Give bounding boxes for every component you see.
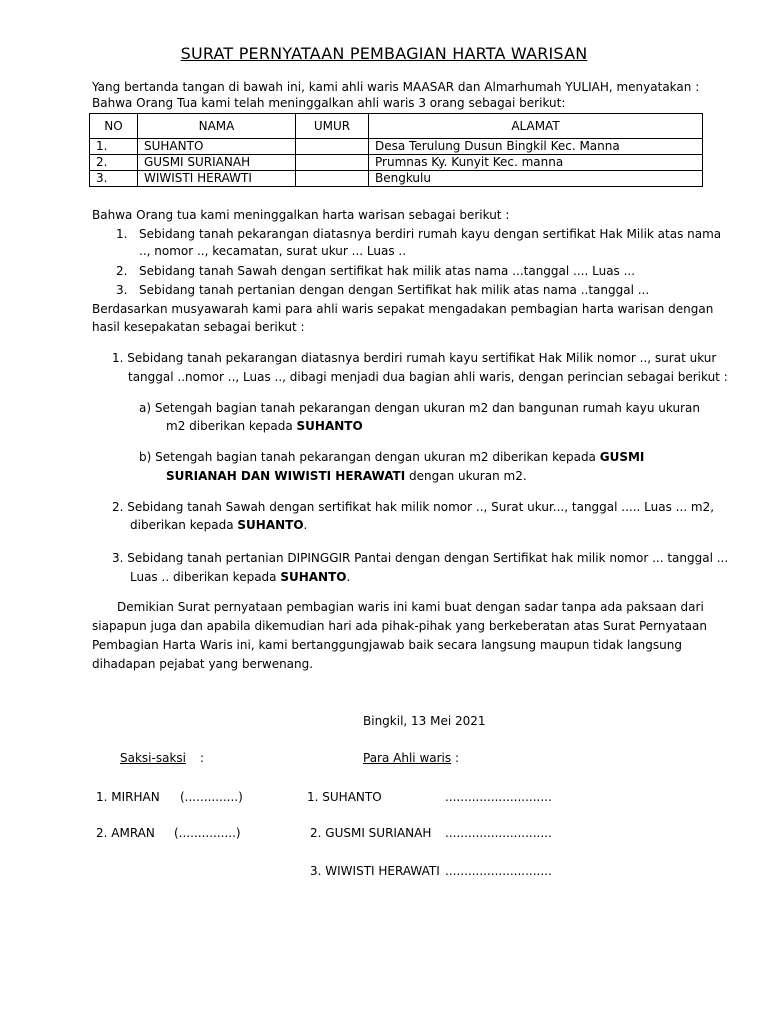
closing-line-4: dihadapan pejabat yang berwenang.	[92, 657, 314, 671]
ahli-waris-2-name: 2. GUSMI SURIANAH	[310, 826, 432, 840]
saksi-1-signature: (..............)	[180, 790, 243, 804]
header-alamat: ALAMAT	[369, 114, 703, 139]
harta-item-3-line-1: Sebidang tanah pertanian dengan dengan Sertifikat hak milik atas nama ..tanggal ...	[139, 283, 650, 297]
pembagian-2-line-1: 2. Sebidang tanah Sawah dengan sertifikat hak milik nomor .., Surat ukur..., tanggal ..... Luas ... m2,	[112, 500, 715, 514]
header-nama: NAMA	[138, 114, 296, 139]
ahli-waris-1-name: 1. SUHANTO	[307, 790, 382, 804]
cell-no: 2.	[90, 155, 138, 171]
pembagian-2-heir: SUHANTO	[237, 518, 304, 532]
table-row	[90, 171, 703, 187]
harta-item-1-line-1: Sebidang tanah pekarangan diatasnya berdiri rumah kayu dengan sertifikat Hak Milik atas nama	[139, 227, 722, 241]
place-date: Bingkil, 13 Mei 2021	[363, 714, 486, 728]
cell-no: 3.	[90, 171, 138, 187]
document-title: SURAT PERNYATAAN PEMBAGIAN HARTA WARISAN	[180, 44, 588, 63]
heirs-table	[89, 113, 703, 187]
cell-nama: GUSMI SURIANAH	[138, 155, 296, 171]
header-no: NO	[90, 114, 138, 139]
cell-umur	[296, 155, 369, 171]
pembagian-1b-text: b) Setengah bagian tanah pekarangan dengan ukuran m2 diberikan kepada	[139, 450, 600, 464]
ahli-waris-2-signature: ............................	[445, 826, 552, 840]
saksi-2-signature: (...............)	[174, 826, 241, 840]
closing-line-1: Demikian Surat pernyataan pembagian waris ini kami buat dengan sadar tanpa ada paksaan dari	[117, 600, 704, 614]
pembagian-2-text: diberikan kepada	[130, 518, 238, 532]
closing-line-2: siapapun juga dan apabila dikemudian hari ada pihak-pihak yang berkeberatan atas Surat Pernyataan	[92, 619, 707, 633]
saksi-label: Saksi-saksi	[120, 751, 186, 765]
pembagian-1a-heir: SUHANTO	[296, 419, 363, 433]
pembagian-2-end: .	[303, 518, 308, 532]
ahli-waris-label: Para Ahli waris	[363, 751, 452, 765]
harta-item-1-num: 1.	[116, 227, 128, 241]
pembagian-1b-heir-2: SURIANAH DAN WIWISTI HERAWATI	[166, 469, 406, 483]
pembagian-1-line-2: tanggal ..nomor .., Luas .., dibagi menjadi dua bagian ahli waris, dengan perincian sebagai berikut :	[128, 370, 728, 384]
harta-item-1-line-2: .., nomor .., kecamatan, surat ukur ... Luas ..	[139, 244, 407, 258]
harta-item-2-line-1: Sebidang tanah Sawah dengan sertifikat hak milik atas nama ...tanggal .... Luas ...	[139, 264, 636, 278]
ahli-waris-heading	[363, 751, 459, 765]
pembagian-1b-line-1	[139, 450, 644, 464]
saksi-1-name: 1. MIRHAN	[96, 790, 160, 804]
cell-umur	[296, 139, 369, 155]
pembagian-1b-heir-1: GUSMI	[599, 450, 645, 464]
pembagian-1a-line-2	[166, 419, 363, 433]
table-header-row	[90, 114, 703, 139]
cell-alamat: Bengkulu	[369, 171, 703, 187]
saksi-colon: :	[200, 751, 205, 765]
pembagian-3-line-1: 3. Sebidang tanah pertanian DIPINGGIR Pantai dengan dengan Sertifikat hak milik nomor ... tanggal ...	[112, 551, 729, 565]
cell-umur	[296, 171, 369, 187]
harta-intro: Bahwa Orang tua kami meninggalkan harta warisan sebagai berikut :	[92, 208, 510, 222]
saksi-heading	[120, 751, 186, 765]
pembagian-1a-text: m2 diberikan kepada	[166, 419, 297, 433]
pembagian-3-line-2	[130, 570, 350, 584]
pembagian-3-text: Luas .. diberikan kepada	[130, 570, 281, 584]
table-row	[90, 139, 703, 155]
cell-nama: SUHANTO	[138, 139, 296, 155]
pembagian-1a-line-1: a) Setengah bagian tanah pekarangan dengan ukuran m2 dan bangunan rumah kayu ukuran	[139, 401, 700, 415]
pembagian-1b-text-2: dengan ukuran m2.	[405, 469, 527, 483]
cell-no: 1.	[90, 139, 138, 155]
header-umur: UMUR	[296, 114, 369, 139]
harta-item-3-num: 3.	[116, 283, 128, 297]
pembagian-3-end: .	[346, 570, 351, 584]
cell-nama: WIWISTI HERAWTI	[138, 171, 296, 187]
harta-item-2-num: 2.	[116, 264, 128, 278]
intro-line-1: Yang bertanda tangan di bawah ini, kami ahli waris MAASAR dan Almarhumah YULIAH, menyatakan :	[92, 80, 700, 94]
musyawarah-line-2: hasil kesepakatan sebagai berikut :	[92, 320, 305, 334]
intro-line-2: Bahwa Orang Tua kami telah meninggalkan ahli waris 3 orang sebagai berikut:	[92, 96, 566, 110]
pembagian-1-line-1: 1. Sebidang tanah pekarangan diatasnya berdiri rumah kayu sertifikat Hak Milik nomor .., surat ukur	[112, 351, 717, 365]
saksi-2-name: 2. AMRAN	[96, 826, 155, 840]
ahli-waris-1-signature: ............................	[445, 790, 552, 804]
musyawarah-line-1: Berdasarkan musyawarah kami para ahli waris sepakat mengadakan pembagian harta warisan dengan	[92, 302, 714, 316]
pembagian-2-line-2	[130, 518, 307, 532]
table-row	[90, 155, 703, 171]
cell-alamat: Prumnas Ky. Kunyit Kec. manna	[369, 155, 703, 171]
closing-line-3: Pembagian Harta Waris ini, kami bertanggungjawab baik secara langsung maupun tidak langsung	[92, 638, 682, 652]
pembagian-1b-line-2	[166, 469, 527, 483]
ahli-waris-colon: :	[451, 751, 459, 765]
ahli-waris-3-signature: ............................	[445, 864, 552, 878]
ahli-waris-3-name: 3. WIWISTI HERAWATI	[310, 864, 440, 878]
pembagian-3-heir: SUHANTO	[280, 570, 347, 584]
cell-alamat: Desa Terulung Dusun Bingkil Kec. Manna	[369, 139, 703, 155]
